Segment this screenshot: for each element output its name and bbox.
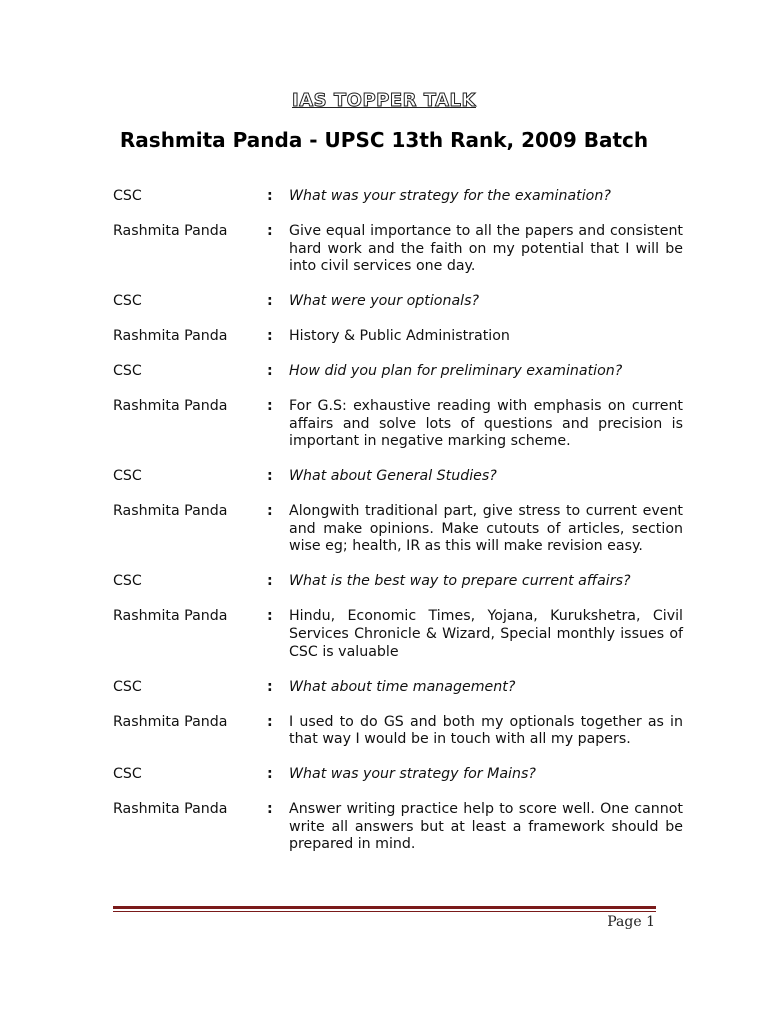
question-text: What about General Studies? — [289, 468, 497, 485]
footer-rule-thin — [113, 911, 656, 912]
separator-colon: : — [267, 766, 273, 783]
speaker-label: Rashmita Panda — [113, 398, 228, 415]
speaker-label: Rashmita Panda — [113, 801, 228, 818]
qa-row — [113, 468, 683, 486]
question-text: What were your optionals? — [289, 293, 480, 310]
qa-row — [113, 679, 683, 697]
answer-text: Hindu, Economic Times, Yojana, Kurukshetra, Civil Services Chronicle & Wizard, Special monthly issues of CSC is valuable — [289, 608, 683, 660]
qa-row — [113, 608, 683, 661]
qa-row — [113, 503, 683, 556]
speaker-label: CSC — [113, 293, 142, 310]
answer-text: History & Public Administration — [289, 328, 510, 345]
question-text: What was your strategy for the examination? — [289, 188, 611, 204]
question-text: What was your strategy for Mains? — [289, 766, 536, 783]
qa-row — [113, 223, 683, 276]
separator-colon: : — [267, 678, 273, 695]
qa-row — [113, 398, 683, 451]
qa-row — [113, 766, 683, 784]
speaker-label: Rashmita Panda — [113, 713, 228, 730]
speaker-label: Rashmita Panda — [113, 328, 228, 345]
separator-colon: : — [267, 713, 273, 730]
separator-colon: : — [267, 398, 273, 415]
answer-text: I used to do GS and both my optionals together as in that way I would be in touch with all my papers. — [289, 713, 683, 748]
separator-colon: : — [267, 468, 273, 485]
separator-colon: : — [267, 608, 273, 625]
qa-row — [113, 188, 683, 206]
speaker-label: CSC — [113, 573, 142, 590]
separator-colon: : — [267, 573, 273, 590]
answer-text: Answer writing practice help to score well. One cannot write all answers but at least a framework should be prepared in mind. — [289, 801, 683, 853]
speaker-label: CSC — [113, 766, 142, 783]
separator-colon: : — [267, 801, 273, 818]
speaker-label: CSC — [113, 468, 142, 485]
qa-row — [113, 801, 683, 854]
speaker-label: Rashmita Panda — [113, 503, 228, 520]
question-text: What is the best way to prepare current affairs? — [289, 573, 631, 590]
qa-row — [113, 573, 683, 591]
separator-colon: : — [267, 188, 273, 204]
qa-row — [113, 714, 683, 749]
speaker-label: CSC — [113, 678, 142, 695]
page-title: Rashmita Panda - UPSC 13th Rank, 2009 Batch — [119, 128, 649, 152]
interview-transcript — [113, 188, 683, 871]
qa-row — [113, 363, 683, 381]
speaker-label: CSC — [113, 363, 142, 380]
section-kicker: IAS TOPPER TALK — [292, 90, 476, 111]
separator-colon: : — [267, 328, 273, 345]
question-text: How did you plan for preliminary examination? — [289, 363, 623, 380]
answer-text: Give equal importance to all the papers and consistent hard work and the faith on my potential that I will be into civil services one day. — [289, 222, 683, 275]
footer-rule-thick — [113, 906, 656, 909]
answer-text: Alongwith traditional part, give stress to current event and make opinions. Make cutouts of articles, section wise eg; health, IR as this will make revision easy. — [289, 503, 683, 555]
speaker-label: CSC — [113, 188, 142, 204]
separator-colon: : — [267, 363, 273, 380]
page-number: Page 1 — [607, 914, 655, 930]
qa-row — [113, 328, 683, 346]
separator-colon: : — [267, 222, 273, 239]
answer-text: For G.S: exhaustive reading with emphasis on current affairs and solve lots of questions and precision is important in negative marking scheme. — [289, 398, 683, 450]
speaker-label: Rashmita Panda — [113, 608, 228, 625]
separator-colon: : — [267, 293, 273, 310]
separator-colon: : — [267, 503, 273, 520]
speaker-label: Rashmita Panda — [113, 222, 228, 239]
question-text: What about time management? — [289, 678, 516, 695]
qa-row — [113, 293, 683, 311]
